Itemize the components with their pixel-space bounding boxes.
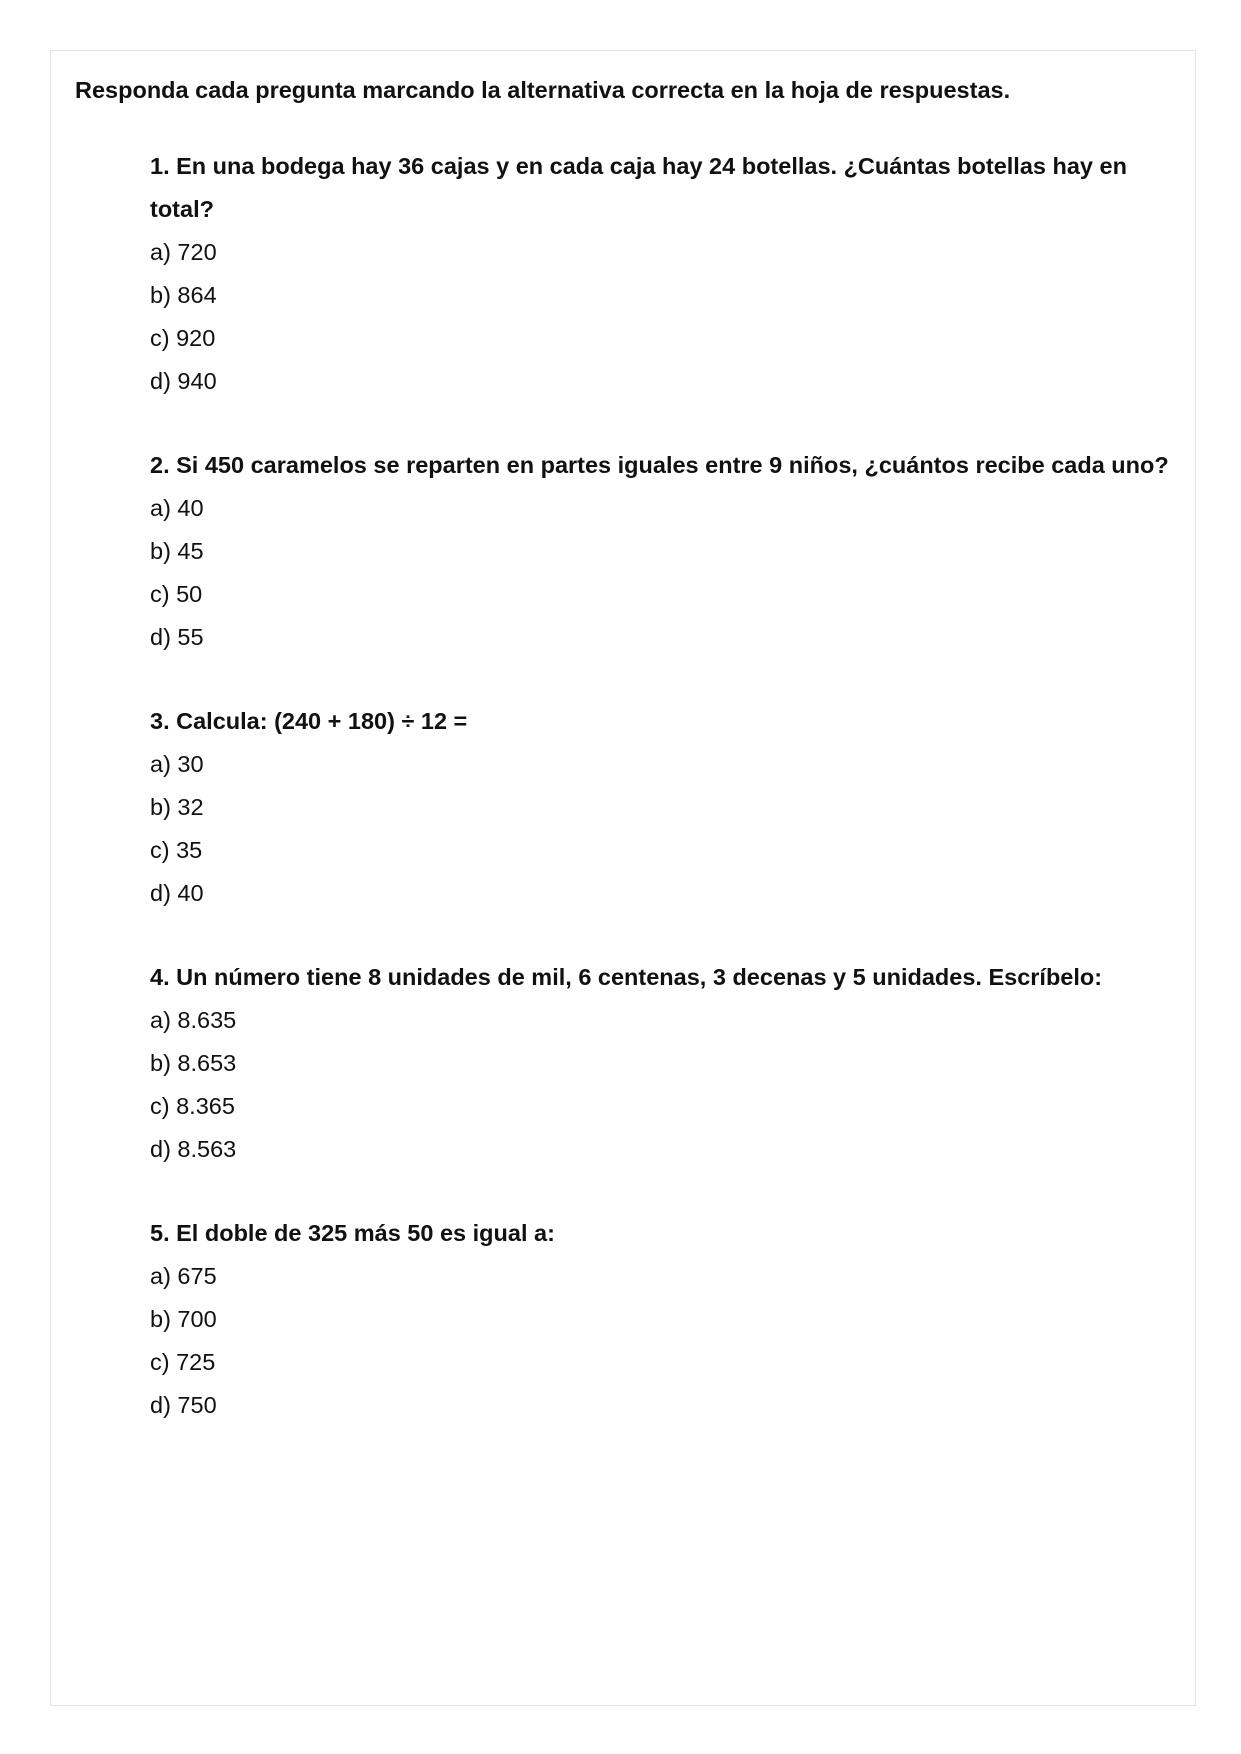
option-d: d) 750 <box>150 1392 217 1418</box>
option-b: b) 864 <box>150 282 217 308</box>
question-text: 1. En una bodega hay 36 cajas y en cada caja hay 24 botellas. ¿Cuántas botellas hay en total? <box>150 153 1127 222</box>
option-a: a) 675 <box>150 1263 217 1289</box>
option-d: d) 55 <box>150 624 204 650</box>
option-list <box>150 743 1170 915</box>
question-text: 2. Si 450 caramelos se reparten en partes iguales entre 9 niños, ¿cuántos recibe cada uno? <box>150 452 1169 478</box>
option-c: c) 725 <box>150 1349 216 1375</box>
option-a: a) 720 <box>150 239 217 265</box>
option-list <box>150 1255 1170 1427</box>
question-text: 4. Un número tiene 8 unidades de mil, 6 centenas, 3 decenas y 5 unidades. Escríbelo: <box>150 964 1103 990</box>
option-b: b) 45 <box>150 538 204 564</box>
option-b: b) 700 <box>150 1306 217 1332</box>
question-text: 5. El doble de 325 más 50 es igual a: <box>150 1220 555 1246</box>
question-3 <box>150 700 1170 915</box>
option-list <box>150 487 1170 659</box>
option-c: c) 35 <box>150 837 203 863</box>
instructions: Responda cada pregunta marcando la alternativa correcta en la hoja de respuestas. <box>75 77 1011 103</box>
question-1 <box>150 145 1170 403</box>
question-5 <box>150 1212 1170 1427</box>
question-list <box>150 145 1170 1468</box>
option-c: c) 8.365 <box>150 1093 235 1119</box>
option-list <box>150 231 1170 403</box>
option-d: d) 940 <box>150 368 217 394</box>
option-c: c) 50 <box>150 581 203 607</box>
question-4 <box>150 956 1170 1171</box>
option-a: a) 30 <box>150 751 204 777</box>
option-d: d) 40 <box>150 880 204 906</box>
question-text: 3. Calcula: (240 + 180) ÷ 12 = <box>150 708 468 734</box>
option-d: d) 8.563 <box>150 1136 237 1162</box>
question-2 <box>150 444 1170 659</box>
option-list <box>150 999 1170 1171</box>
option-b: b) 8.653 <box>150 1050 237 1076</box>
option-a: a) 8.635 <box>150 1007 237 1033</box>
option-c: c) 920 <box>150 325 216 351</box>
option-b: b) 32 <box>150 794 204 820</box>
option-a: a) 40 <box>150 495 204 521</box>
